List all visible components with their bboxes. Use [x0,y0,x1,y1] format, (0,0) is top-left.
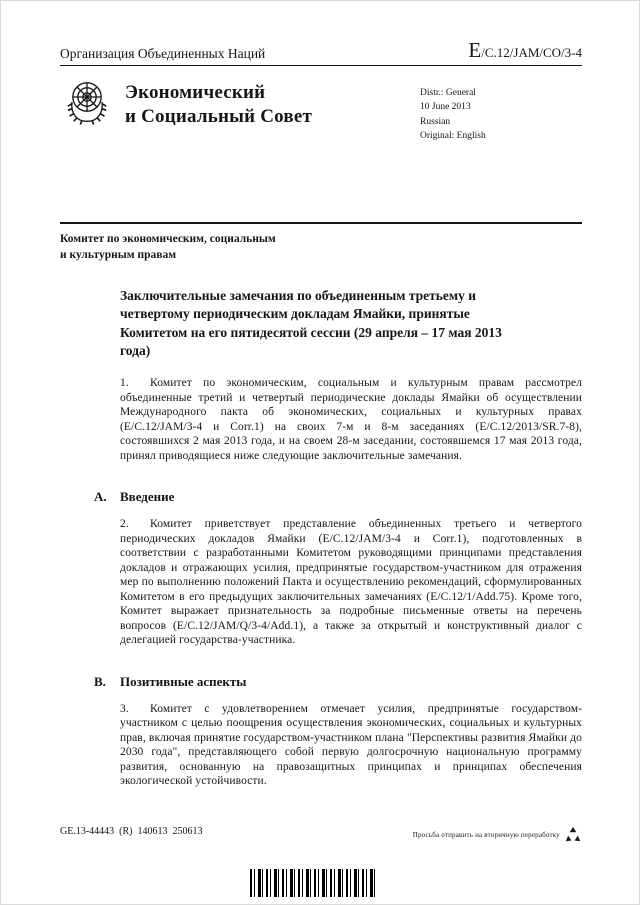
paragraph-3 [120,702,582,789]
masthead-divider [60,222,582,224]
document-body [0,232,640,789]
recycle-icon [564,826,582,843]
paragraph-1-text: Комитет по экономическим, социальным и культурным правам рассмотрел объединенные третий и четвертый периодические доклады Ямайки об осуществлении Международного пакта об экономических, социальных и культурных правах (E/C.12/JAM/3-4 и Corr.1) на своих 7-м и 8-м заседаниях (E/C.12/2013/SR.7-8), состоявшихся 2 мая 2013 года, и на своем 28-м заседании, состоявшемся 17 мая 2013 года, принял приводящиеся ниже следующие заключительные замечания. [120,377,582,462]
document-symbol [468,40,582,62]
header [60,40,582,66]
organ-title-line2: и Социальный Совет [125,106,313,128]
document-title: Заключительные замечания по объединенным третьему и четвертому периодическим докладам Ямайки, принятые Комитетом на его пятидесятой сессии (29 апреля – 17 мая 2013 года) [120,288,502,359]
barcode [250,869,376,897]
organ-title [125,74,312,130]
paragraph-1-number: 1. [120,377,129,390]
masthead [62,74,312,130]
recycle-text: Просьба отправить на вторичную переработку [412,830,560,839]
section-heading-a [94,489,640,505]
section-b-letter: B. [94,673,106,689]
paragraph-2 [120,517,582,648]
section-b-title: Позитивные аспекты [120,673,247,689]
symbol-letter: E [468,38,482,62]
paragraph-1 [120,376,582,463]
symbol-number: /C.12/JAM/CO/3-4 [481,45,582,60]
committee-name-line2: и культурным правам [60,248,177,261]
paragraph-3-number: 3. [120,702,129,715]
committee-name [60,232,640,263]
distribution-info [420,86,486,143]
ge-number: GE.13-44443 (R) 140613 250613 [60,826,203,837]
recycle-notice [413,826,582,843]
section-a-letter: A. [94,489,107,505]
date-line: 10 June 2013 [420,102,471,113]
section-heading-b [94,674,640,690]
org-name: Организация Объединенных Наций [60,46,266,61]
organ-title-line1: Экономический [125,82,266,103]
paragraph-3-text: Комитет с удовлетворением отмечает усилия, предпринятые государством-участником с целью поощрения осуществления экономических, социальных и культурных прав, включая принятие государством-участником плана "Перспективы развития Ямайки до 2030 года", представляющего собой первую долгосрочную национальную программу развития, основанную на правозащитных принципах и принципах обеспечения экологической устойчивости. [120,702,582,788]
distr-line: Distr.: General [420,88,476,98]
paragraph-2-number: 2. [120,518,129,531]
language-line: Russian [420,116,451,127]
committee-name-line1: Комитет по экономическим, социальным [60,233,276,245]
section-a-title: Введение [120,489,175,505]
original-language-line: Original: English [420,130,486,141]
un-emblem-icon [62,74,112,130]
paragraph-2-text: Комитет приветствует представление объединенных третьего и четвертого периодических докладов Ямайки (E/C.12/JAM/3-4 и Corr.1), подготовленных в соответствии с разработанными Комитетом руководящими принципами представления докладов и отражающих усилия, предпринятые государством-участником для отражения мер по выполнению положений Пакта и осуществлению рекомендаций, сформулированных Комитетом в его предыдущих заключительных замечаниях (E/C.12/1/Add.75). Кроме того, Комитет выражает признательность за подробные письменные ответы на перечень вопросов (E/C.12/JAM/Q/3-4/Add.1), а также за открытый и конструктивный диалог с делегацией государства-участника. [120,518,582,647]
